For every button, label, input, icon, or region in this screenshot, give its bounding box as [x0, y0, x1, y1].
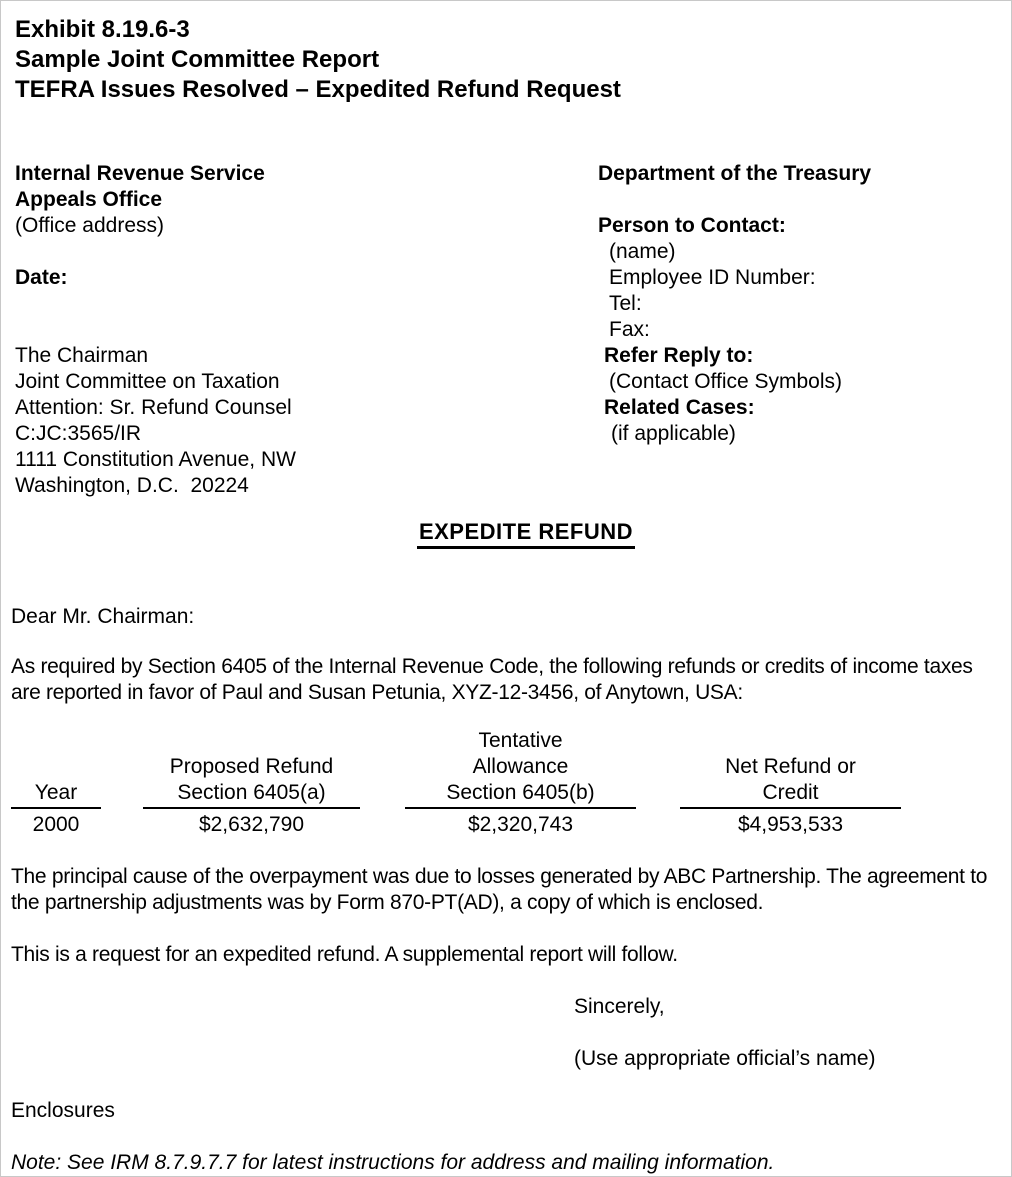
letterhead-left-column	[15, 161, 598, 499]
column-header-line: Net Refund or	[725, 755, 856, 778]
letterhead	[11, 161, 1001, 499]
column-header-line: Credit	[762, 781, 819, 804]
office-name: Appeals Office	[15, 188, 163, 211]
salutation: Dear Mr. Chairman:	[11, 605, 195, 628]
subject-heading: EXPEDITE REFUND	[417, 520, 635, 549]
table-column-net-refund	[680, 728, 901, 838]
agency-name: Internal Revenue Service	[15, 162, 265, 185]
contact-office-symbols-placeholder: (Contact Office Symbols)	[609, 370, 843, 393]
blank-line	[15, 317, 598, 343]
recipient-line: Attention: Sr. Refund Counsel	[15, 396, 292, 419]
date-label: Date:	[15, 266, 68, 289]
blank-line	[598, 187, 1001, 213]
column-value: $2,320,743	[467, 813, 574, 836]
related-cases-label: Related Cases:	[604, 396, 755, 419]
column-header-line: Section 6405(b)	[446, 781, 595, 804]
person-name-placeholder: (name)	[609, 240, 676, 263]
column-header	[11, 728, 101, 809]
blank-line	[15, 291, 598, 317]
column-header-line: Allowance	[472, 755, 569, 778]
column-header-line: Tentative	[478, 729, 563, 752]
recipient-line: Washington, D.C. 20224	[15, 474, 249, 497]
blank-line	[15, 239, 598, 265]
column-value: $2,632,790	[198, 813, 305, 836]
fax-label: Fax:	[609, 318, 650, 341]
table-column-proposed-refund	[143, 728, 360, 838]
exhibit-subtitle: TEFRA Issues Resolved – Expedited Refund Request	[15, 76, 621, 103]
table-column-year	[11, 728, 101, 838]
employee-id-label: Employee ID Number:	[609, 266, 816, 289]
column-header-line: Proposed Refund	[169, 755, 334, 778]
subject-heading-row	[11, 520, 1001, 549]
column-header-line: Section 6405(a)	[177, 781, 326, 804]
closing-block	[574, 994, 1001, 1072]
recipient-line: The Chairman	[15, 344, 149, 367]
tel-label: Tel:	[609, 292, 642, 315]
footnote: Note: See IRM 8.7.9.7.7 for latest instructions for address and mailing information.	[11, 1151, 775, 1174]
recipient-line: 1111 Constitution Avenue, NW	[15, 448, 296, 471]
column-header-line: Year	[34, 781, 78, 804]
sincerely-line: Sincerely,	[574, 995, 665, 1018]
column-value: $4,953,533	[737, 813, 844, 836]
column-header	[405, 728, 636, 809]
recipient-line: Joint Committee on Taxation	[15, 370, 280, 393]
blank-line	[574, 1020, 1001, 1046]
exhibit-number: Exhibit 8.19.6-3	[15, 16, 190, 43]
table-column-tentative-allowance	[405, 728, 636, 838]
paragraph-overpayment-cause: The principal cause of the overpayment was due to losses generated by ABC Partnership. The agreement to the partnership adjustments was by Form 870-PT(AD), a copy of which is enclosed.	[11, 865, 988, 914]
letterhead-right-column	[598, 161, 1001, 499]
exhibit-title: Sample Joint Committee Report	[15, 46, 380, 73]
column-header	[680, 728, 901, 809]
office-address-placeholder: (Office address)	[15, 214, 164, 237]
recipient-line: C:JC:3565/IR	[15, 422, 142, 445]
signature-placeholder: (Use appropriate official’s name)	[574, 1047, 876, 1070]
paragraph-refund-intro: As required by Section 6405 of the Internal Revenue Code, the following refunds or credits of income taxes are reported in favor of Paul and Susan Petunia, XYZ-12-3456, of Anytown, USA:	[11, 655, 973, 704]
exhibit-heading	[11, 15, 1001, 105]
column-value: 2000	[32, 813, 80, 836]
if-applicable-placeholder: (if applicable)	[611, 422, 736, 445]
column-header	[143, 728, 360, 809]
refund-table	[11, 728, 1001, 840]
enclosures-line: Enclosures	[11, 1099, 115, 1122]
paragraph-expedited-request: This is a request for an expedited refund. A supplemental report will follow.	[11, 943, 678, 966]
treasury-name: Department of the Treasury	[598, 162, 872, 185]
person-to-contact-label: Person to Contact:	[598, 214, 786, 237]
refer-reply-label: Refer Reply to:	[604, 344, 754, 367]
